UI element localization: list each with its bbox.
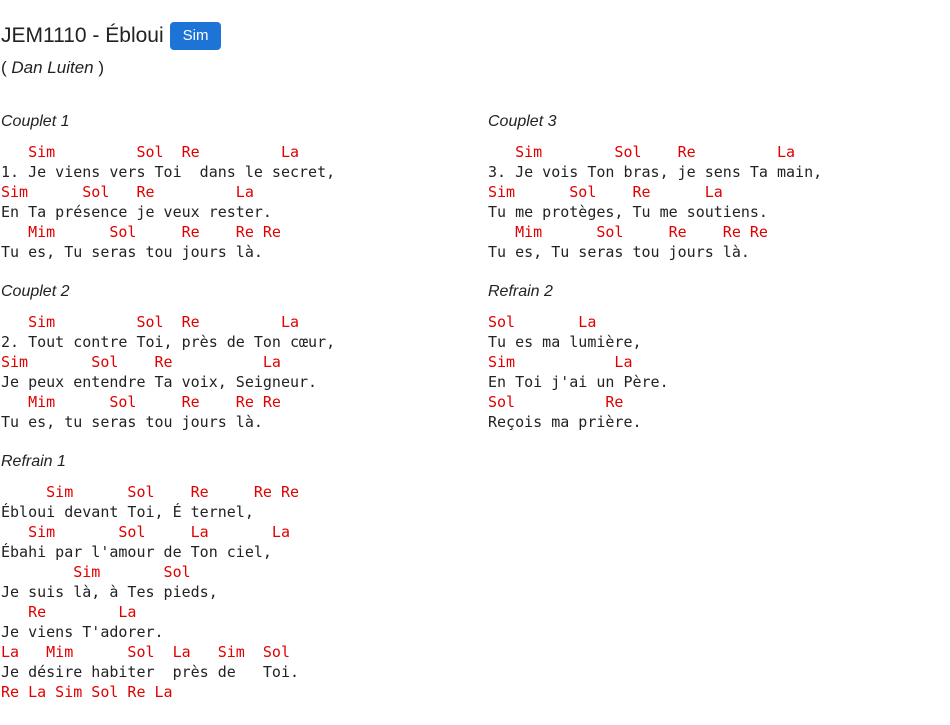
lyric-line: En Toi j'ai un Père. <box>488 373 669 391</box>
chord-line: Sim Sol Re La <box>488 143 796 161</box>
chord-line: Sol Re <box>488 393 624 411</box>
lyric-line: Je viens T'adorer. <box>1 623 164 641</box>
chord-line: La Mim Sol La Sim Sol <box>1 643 290 661</box>
section-lines <box>488 142 822 262</box>
lyric-line: Ébloui devant Toi, É ternel, <box>1 503 254 521</box>
section-title: Couplet 1 <box>1 113 70 130</box>
lyric-line: En Ta présence je veux rester. <box>1 203 272 221</box>
song-section <box>488 282 822 432</box>
title-row <box>1 22 221 50</box>
lyric-line: 1. Je viens vers Toi dans le secret, <box>1 163 336 181</box>
section-lines <box>1 142 335 262</box>
section-title: Couplet 3 <box>488 113 557 130</box>
author-open-paren: ( <box>1 58 12 77</box>
lyric-line: Tu es ma lumière, <box>488 333 642 351</box>
section-title: Refrain 1 <box>1 453 66 470</box>
chord-line: Mim Sol Re Re Re <box>1 223 281 241</box>
chord-line: Sim Sol Re La <box>1 143 300 161</box>
chord-line: Re La Sim Sol Re La <box>1 683 173 701</box>
lyric-line: Ébahi par l'amour de Ton ciel, <box>1 543 272 561</box>
section-title: Couplet 2 <box>1 283 70 300</box>
section-lines <box>488 312 822 432</box>
lyric-line: 3. Je vois Ton bras, je sens Ta main, <box>488 163 823 181</box>
lyric-line: Je peux entendre Ta voix, Seigneur. <box>1 373 318 391</box>
lyric-line: Tu me protèges, Tu me soutiens. <box>488 203 768 221</box>
song-section <box>1 112 335 262</box>
key-button[interactable]: Sim <box>170 22 222 50</box>
chord-line: Sim Sol Re La <box>1 313 300 331</box>
section-lines <box>1 312 335 432</box>
lyric-line: Tu es, Tu seras tou jours là. <box>488 243 750 261</box>
lyric-line: Tu es, tu seras tou jours là. <box>1 413 263 431</box>
chord-line: Mim Sol Re Re Re <box>1 393 281 411</box>
chord-line: Sim Sol <box>1 563 191 581</box>
chord-line: Sol La <box>488 313 597 331</box>
author-name: Dan Luiten <box>11 58 94 77</box>
chord-line: Sim La <box>488 353 633 371</box>
chord-line: Sim Sol Re La <box>1 183 254 201</box>
lyric-line: Tu es, Tu seras tou jours là. <box>1 243 263 261</box>
right-column <box>488 112 822 452</box>
chord-line: Sim Sol La La <box>1 523 290 541</box>
song-header <box>1 22 221 78</box>
lyric-line: Reçois ma prière. <box>488 413 642 431</box>
chord-line: Re La <box>1 603 137 621</box>
song-section <box>1 452 335 702</box>
lyric-line: Je suis là, à Tes pieds, <box>1 583 218 601</box>
lyric-line: 2. Tout contre Toi, près de Ton cœur, <box>1 333 336 351</box>
chord-line: Sim Sol Re La <box>488 183 723 201</box>
section-lines <box>1 482 335 702</box>
song-section <box>488 112 822 262</box>
chord-line: Sim Sol Re La <box>1 353 281 371</box>
chord-line: Sim Sol Re Re Re <box>1 483 300 501</box>
author-close-paren: ) <box>93 58 105 77</box>
lyric-line: Je désire habiter près de Toi. <box>1 663 300 681</box>
song-title: JEM1110 - Ébloui <box>1 24 164 47</box>
song-author <box>1 58 221 78</box>
section-title: Refrain 2 <box>488 283 553 300</box>
song-section <box>1 282 335 432</box>
left-column <box>1 112 335 722</box>
chord-line: Mim Sol Re Re Re <box>488 223 768 241</box>
